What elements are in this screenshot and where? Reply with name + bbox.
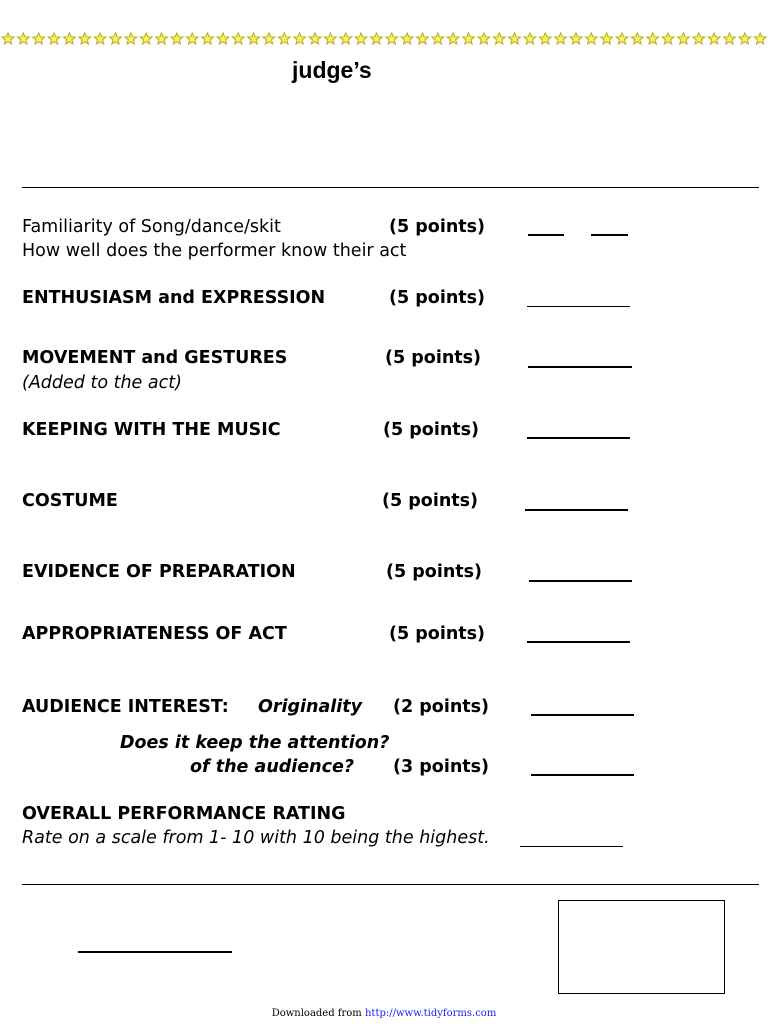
audience-interest-label: AUDIENCE INTEREST: bbox=[22, 697, 229, 717]
star-icon bbox=[463, 33, 475, 44]
overall-rating-score-line[interactable] bbox=[520, 846, 623, 847]
criterion-movement-points: (5 points) bbox=[385, 348, 482, 368]
star-icon bbox=[570, 33, 582, 44]
criterion-preparation-points: (5 points) bbox=[386, 562, 483, 582]
star-icon bbox=[217, 33, 229, 44]
criterion-familiarity-label: Familiarity of Song/dance/skit bbox=[22, 217, 281, 237]
star-icon bbox=[693, 33, 705, 44]
star-icon bbox=[555, 33, 567, 44]
star-icon bbox=[263, 33, 275, 44]
criterion-costume-score-line[interactable] bbox=[525, 509, 628, 511]
star-border bbox=[0, 29, 768, 49]
star-icon bbox=[186, 33, 198, 44]
criterion-costume-points: (5 points) bbox=[382, 491, 479, 511]
criterion-preparation-score-line[interactable] bbox=[529, 580, 632, 582]
star-icon bbox=[585, 33, 597, 44]
star-icon bbox=[156, 33, 168, 44]
criterion-costume-label: COSTUME bbox=[22, 491, 118, 511]
overall-rating-label: OVERALL PERFORMANCE RATING bbox=[22, 804, 346, 824]
star-icon bbox=[202, 33, 214, 44]
star-icon bbox=[79, 33, 91, 44]
star-icon bbox=[478, 33, 490, 44]
star-icon bbox=[371, 33, 383, 44]
star-icon bbox=[417, 33, 429, 44]
star-icon bbox=[739, 33, 751, 44]
total-score-box[interactable] bbox=[558, 900, 725, 994]
footer bbox=[0, 1008, 768, 1019]
star-icon bbox=[708, 33, 720, 44]
star-icon bbox=[509, 33, 521, 44]
star-icon bbox=[125, 33, 137, 44]
star-icon bbox=[754, 33, 766, 44]
star-icon bbox=[171, 33, 183, 44]
criterion-enthusiasm-points: (5 points) bbox=[389, 288, 486, 308]
audience-attention-score-line[interactable] bbox=[531, 774, 634, 776]
star-icon bbox=[248, 33, 260, 44]
star-icon bbox=[616, 33, 628, 44]
criterion-appropriateness-label: APPROPRIATENESS OF ACT bbox=[22, 624, 287, 644]
audience-originality-label: Originality bbox=[258, 697, 363, 717]
criterion-familiarity-score-line-2[interactable] bbox=[591, 234, 628, 236]
criterion-enthusiasm-label: ENTHUSIASM and EXPRESSION bbox=[22, 288, 326, 308]
criterion-preparation-label: EVIDENCE OF PREPARATION bbox=[22, 562, 296, 582]
star-icon bbox=[340, 33, 352, 44]
footer-link[interactable]: http://www.tidyforms.com bbox=[364, 1008, 497, 1019]
page-title: judge’s bbox=[292, 57, 372, 83]
star-icon bbox=[447, 33, 459, 44]
star-icon bbox=[724, 33, 736, 44]
criterion-enthusiasm-score-line[interactable] bbox=[527, 306, 630, 307]
audience-question-points: (3 points) bbox=[393, 757, 490, 777]
star-icon bbox=[294, 33, 306, 44]
footer-prefix: Downloaded from bbox=[271, 1008, 362, 1019]
criterion-familiarity-description: How well does the performer know their act bbox=[22, 241, 407, 261]
star-icon bbox=[678, 33, 690, 44]
audience-originality-score-line[interactable] bbox=[531, 714, 634, 716]
star-icon bbox=[524, 33, 536, 44]
star-icon bbox=[662, 33, 674, 44]
star-icon bbox=[401, 33, 413, 44]
star-icon bbox=[324, 33, 336, 44]
star-icon bbox=[631, 33, 643, 44]
overall-rating-instruction: Rate on a scale from 1- 10 with 10 being the highest. bbox=[22, 828, 490, 848]
star-icon bbox=[2, 33, 14, 44]
criterion-movement-score-line[interactable] bbox=[528, 366, 632, 368]
criterion-music-points: (5 points) bbox=[383, 420, 480, 440]
criterion-familiarity-points: (5 points) bbox=[389, 217, 486, 237]
star-icon bbox=[601, 33, 613, 44]
criterion-music-score-line[interactable] bbox=[527, 437, 630, 439]
star-icon bbox=[94, 33, 106, 44]
star-icon bbox=[647, 33, 659, 44]
star-icon bbox=[232, 33, 244, 44]
criterion-appropriateness-points: (5 points) bbox=[389, 624, 486, 644]
bottom-divider bbox=[22, 884, 759, 885]
star-icon bbox=[48, 33, 60, 44]
criterion-familiarity-score-line[interactable] bbox=[528, 234, 564, 236]
star-icon bbox=[64, 33, 76, 44]
star-icon bbox=[432, 33, 444, 44]
criterion-music-label: KEEPING WITH THE MUSIC bbox=[22, 420, 281, 440]
star-icon bbox=[309, 33, 321, 44]
star-icon bbox=[110, 33, 122, 44]
signature-line[interactable] bbox=[78, 951, 232, 953]
star-icon bbox=[33, 33, 45, 44]
criterion-movement-label: MOVEMENT and GESTURES bbox=[22, 348, 288, 368]
star-icon bbox=[140, 33, 152, 44]
star-icon bbox=[386, 33, 398, 44]
star-icon bbox=[539, 33, 551, 44]
criterion-movement-description: (Added to the act) bbox=[22, 373, 182, 393]
audience-originality-points: (2 points) bbox=[393, 697, 490, 717]
audience-question-line-2: of the audience? bbox=[190, 757, 355, 777]
star-icon bbox=[493, 33, 505, 44]
star-icon bbox=[17, 33, 29, 44]
star-icon bbox=[355, 33, 367, 44]
star-icon bbox=[278, 33, 290, 44]
audience-question-line-1: Does it keep the attention? bbox=[120, 733, 390, 753]
criterion-appropriateness-score-line[interactable] bbox=[527, 641, 630, 643]
top-divider bbox=[22, 187, 759, 188]
